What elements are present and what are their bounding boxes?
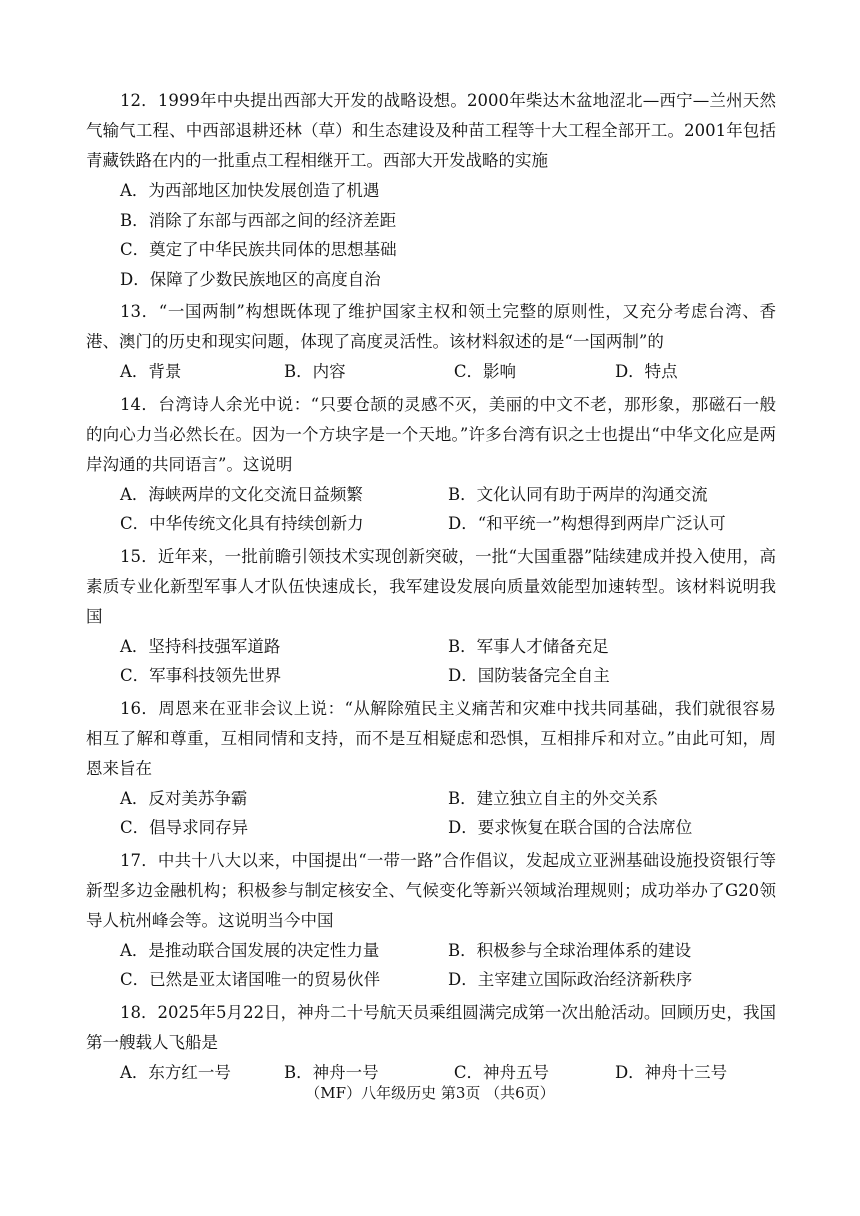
- option-b: B．消除了东部与西部之间的经济差距: [120, 210, 397, 230]
- option-c: C．影响: [453, 362, 516, 381]
- question-stem: 15．近年来，一批前瞻引领技术实现创新突破，一批“大国重器”陆续建成并投入使用，高素质专业化新型军事人才队伍快速成长，我军建设发展向质量效能型加速转型。该材料说明我国: [86, 546, 776, 626]
- option-c: C．中华传统文化具有持续创新力: [120, 514, 364, 533]
- question-stem: 13．“一国两制”构想既体现了维护国家主权和领土完整的原则性，又充分考虑台湾、香港、澳门的历史和现实问题，体现了高度灵活性。该材料叙述的是“一国两制”的: [86, 302, 776, 351]
- option-d: D．国防装备完全自主: [448, 666, 610, 685]
- option-a: A．是推动联合国发展的决定性力量: [120, 940, 380, 960]
- question-17: [86, 846, 776, 995]
- question-14: [86, 390, 776, 539]
- option-a: A．背景: [120, 362, 182, 381]
- option-c: C．倡导求同存异: [120, 818, 249, 837]
- option-b: B．文化认同有助于两岸的沟通交流: [448, 484, 708, 504]
- option-b: B．内容: [284, 362, 346, 381]
- question-list: [86, 86, 776, 1090]
- option-d: D．保障了少数民族地区的高度自治: [120, 269, 381, 289]
- option-a: A．反对美苏争霸: [120, 788, 248, 808]
- option-d: D．要求恢复在联合国的合法席位: [448, 818, 693, 837]
- question-stem: 18．2025年5月22日，神舟二十号航天员乘组圆满完成第一次出舱活动。回顾历史，我国第一艘载人飞船是: [86, 1002, 776, 1052]
- option-b: B．军事人才储备充足: [448, 636, 609, 656]
- question-13: [86, 297, 776, 387]
- question-stem: 14．台湾诗人余光中说：“只要仓颉的灵感不灭，美丽的中文不老，那形象，那磁石一般的向心力当必然长在。因为一个方块字是一个天地。”许多台湾有识之士也提出“中华文化应是两岸沟通的共同语言”。这说明: [86, 394, 776, 474]
- question-16: [86, 694, 776, 843]
- question-stem: 17．中共十八大以来，中国提出“一带一路”合作倡议，发起成立亚洲基础设施投资银行等新型多边金融机构；积极参与制定核安全、气候变化等新兴领域治理规则；成功举办了G20领导人杭州峰会等。这说明当今中国: [86, 850, 776, 930]
- question-12: [86, 86, 776, 294]
- option-a: A．为西部地区加快发展创造了机遇: [120, 181, 380, 200]
- option-d: D．特点: [614, 362, 678, 381]
- question-18: [86, 998, 776, 1088]
- option-d: D．“和平统一”构想得到两岸广泛认可: [448, 514, 726, 533]
- option-c: C．神舟五号: [453, 1062, 549, 1082]
- option-b: B．建立独立自主的外交关系: [448, 788, 659, 808]
- question-stem: 16．周恩来在亚非会议上说：“从解除殖民主义痛苦和灾难中找共同基础，我们就很容易相互了解和尊重，互相同情和支持，而不是互相疑虑和恐惧，互相排斥和对立。”由此可知，周恩来旨在: [86, 698, 776, 778]
- option-d: D．主宰建立国际政治经济新秩序: [448, 970, 693, 989]
- option-c: C．已然是亚太诸国唯一的贸易伙伴: [120, 970, 381, 989]
- option-c: C．奠定了中华民族共同体的思想基础: [120, 240, 397, 259]
- option-a: A．海峡两岸的文化交流日益频繁: [120, 484, 363, 504]
- option-b: B．神舟一号: [284, 1062, 379, 1082]
- question-15: [86, 542, 776, 691]
- option-d: D．神舟十三号: [614, 1062, 728, 1082]
- question-stem: 12．1999年中央提出西部大开发的战略设想。2000年柴达木盆地涩北—西宁—兰州天然气输气工程、中西部退耕还林（草）和生态建设及种苗工程等十大工程全部开工。2001年包括青藏铁路在内的一批重点工程相继开工。西部大开发战略的实施: [86, 91, 776, 170]
- option-a: A．东方红一号: [120, 1062, 231, 1082]
- option-b: B．积极参与全球治理体系的建设: [448, 940, 692, 960]
- option-a: A．坚持科技强军道路: [120, 636, 281, 656]
- page-footer: （MF）八年级历史 第3页 （共6页）: [305, 1084, 555, 1102]
- option-c: C．军事科技领先世界: [120, 666, 282, 685]
